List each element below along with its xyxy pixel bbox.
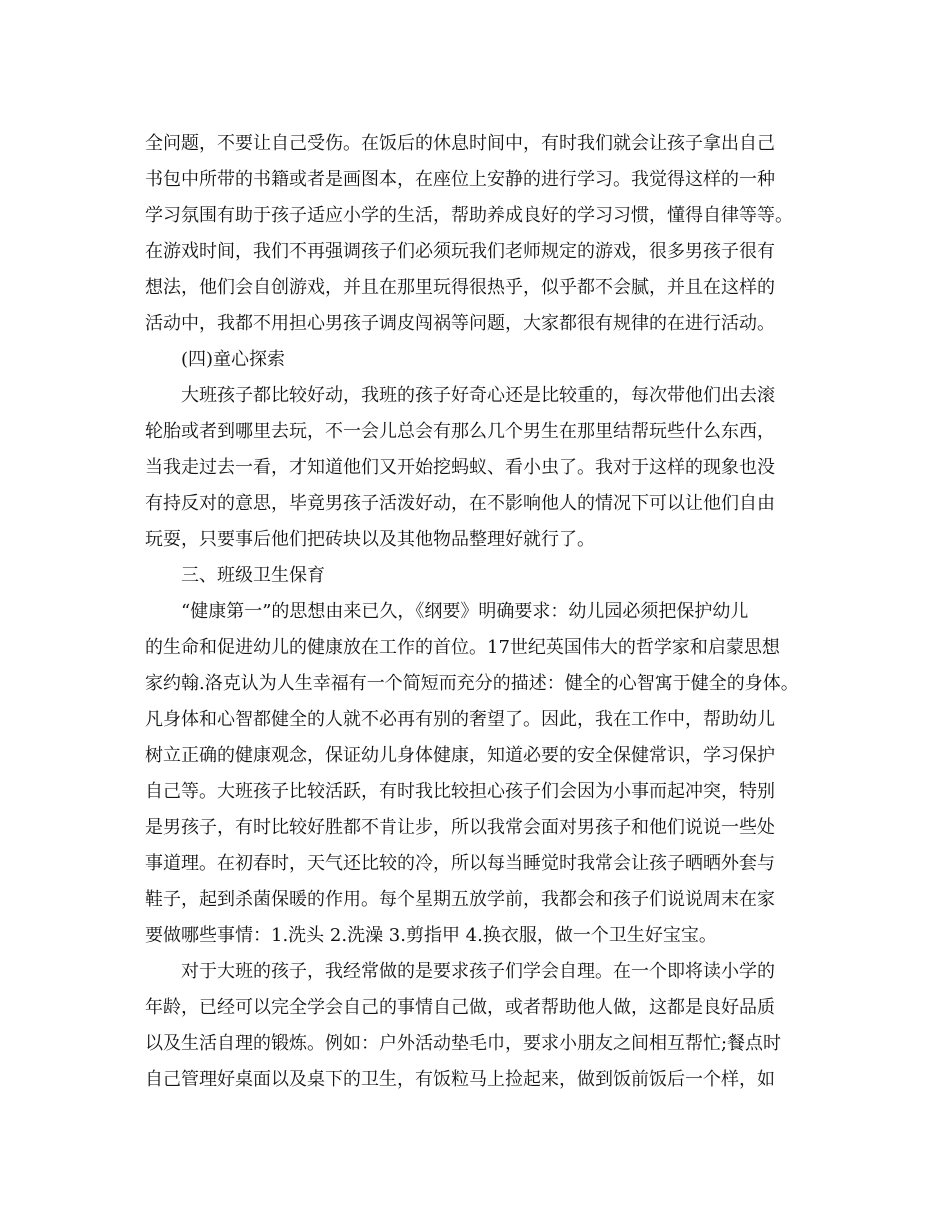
- text-line: 年龄，已经可以完全学会自己的事情自己做，或者帮助他人做，这都是良好品质: [145, 997, 775, 1018]
- text-line: 以及生活自理的锻炼。例如：户外活动垫毛巾，要求小朋友之间相互帮忙;餐点时: [145, 1033, 782, 1054]
- document-body: [145, 126, 825, 1098]
- text-line: 自己管理好桌面以及桌下的卫生，有饭粒马上捡起来，做到饭前饭后一个样，如: [145, 1069, 775, 1090]
- text-line: 三、班级卫生保育: [181, 565, 325, 586]
- text-line: 凡身体和心智都健全的人就不必再有别的奢望了。因此，我在工作中，帮助幼儿: [145, 709, 775, 730]
- text-line: 自己等。大班孩子比较活跃，有时我比较担心孩子们会因为小事而起冲突，特别: [145, 781, 775, 802]
- text-line: (四)童心探索: [181, 349, 286, 370]
- text-line: 想法，他们会自创游戏，并且在那里玩得很热乎，似乎都不会腻，并且在这样的: [145, 277, 775, 298]
- text-line: 在游戏时间，我们不再强调孩子们必须玩我们老师规定的游戏，很多男孩子很有: [145, 241, 775, 262]
- text-line: 鞋子，起到杀菌保暖的作用。每个星期五放学前，我都会和孩子们说说周末在家: [145, 889, 775, 910]
- text-line: 要做哪些事情：1.洗头 2.洗澡 3.剪指甲 4.换衣服，做一个卫生好宝宝。: [145, 925, 717, 946]
- text-line: 对于大班的孩子，我经常做的是要求孩子们学会自理。在一个即将读小学的: [181, 961, 775, 982]
- text-line: 轮胎或者到哪里去玩，不一会儿总会有那么几个男生在那里结帮玩些什么东西，: [145, 421, 775, 442]
- text-line: 活动中，我都不用担心男孩子调皮闯祸等问题，大家都很有规律的在进行活动。: [145, 313, 775, 334]
- text-line: 学习氛围有助于孩子适应小学的生活，帮助养成良好的学习习惯，懂得自律等等。: [145, 205, 793, 226]
- text-line: 大班孩子都比较好动，我班的孩子好奇心还是比较重的，每次带他们出去滚: [181, 385, 775, 406]
- text-line: 有持反对的意思，毕竟男孩子活泼好动，在不影响他人的情况下可以让他们自由: [145, 493, 775, 514]
- text-line: “健康第一”的思想由来已久，《纲要》明确要求：幼儿园必须把保护幼儿: [181, 601, 749, 622]
- text-line: 事道理。在初春时，天气还比较的冷，所以每当睡觉时我常会让孩子晒晒外套与: [145, 853, 775, 874]
- text-line: 全问题，不要让自己受伤。在饭后的休息时间中，有时我们就会让孩子拿出自己: [145, 133, 775, 154]
- text-line: 家约翰.洛克认为人生幸福有一个简短而充分的描述：健全的心智寓于健全的身体。: [145, 673, 799, 694]
- text-line: 玩耍，只要事后他们把砖块以及其他物品整理好就行了。: [145, 529, 595, 550]
- text-line: 树立正确的健康观念，保证幼儿身体健康，知道必要的安全保健常识，学习保护: [145, 745, 775, 766]
- text-line: 书包中所带的书籍或者是画图本，在座位上安静的进行学习。我觉得这样的一种: [145, 169, 775, 190]
- text-line: 当我走过去一看，才知道他们又开始挖蚂蚁、看小虫了。我对于这样的现象也没: [145, 457, 775, 478]
- text-line: 的生命和促进幼儿的健康放在工作的首位。17世纪英国伟大的哲学家和启蒙思想: [145, 637, 780, 658]
- text-line: 是男孩子，有时比较好胜都不肯让步，所以我常会面对男孩子和他们说说一些处: [145, 817, 775, 838]
